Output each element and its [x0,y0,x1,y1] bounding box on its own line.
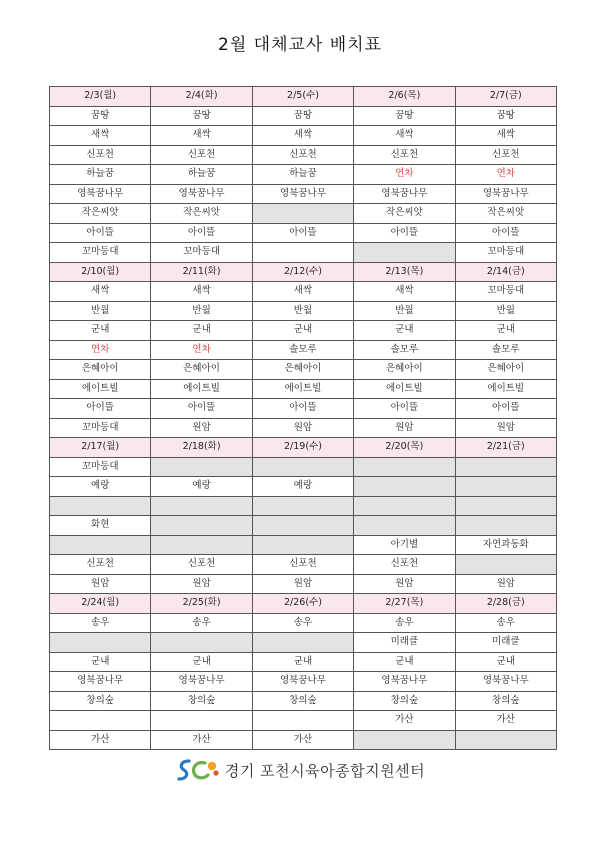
assignment-cell: 아이뜰 [252,399,353,419]
date-header-cell: 2/19(수) [252,438,353,458]
assignment-cell: 아이뜰 [151,399,252,419]
date-header-cell: 2/12(수) [252,262,353,282]
assignment-cell: 연차 [50,340,151,360]
assignment-cell: 군내 [151,652,252,672]
page-title: 2월 대체교사 배치표 [218,35,382,55]
table-row [50,379,557,399]
table-row [50,691,557,711]
assignment-cell: 영북꿈나무 [455,672,556,692]
assignment-cell: 예랑 [50,477,151,497]
assignment-cell: 연차 [151,340,252,360]
assignment-cell: 군내 [151,321,252,341]
assignment-cell: 가산 [354,711,455,731]
table-row [50,184,557,204]
table-row [50,555,557,575]
empty-cell [50,496,151,516]
date-header-cell: 2/21(금) [455,438,556,458]
table-row [50,457,557,477]
empty-cell [455,477,556,497]
empty-cell [252,633,353,653]
assignment-cell: 꿈땅 [455,106,556,126]
assignment-cell: 신포천 [354,555,455,575]
date-header-cell: 2/25(화) [151,594,252,614]
empty-cell [50,535,151,555]
table-row [50,535,557,555]
empty-cell [354,496,455,516]
date-header-cell: 2/3(월) [50,87,151,107]
assignment-cell: 하늘꿈 [151,165,252,185]
table-row [50,399,557,419]
date-header-row [50,262,557,282]
date-header-cell: 2/13(목) [354,262,455,282]
assignment-cell: 송우 [151,613,252,633]
assignment-cell: 창의숲 [151,691,252,711]
assignment-cell: 창의숲 [354,691,455,711]
assignment-cell: 반월 [50,301,151,321]
assignment-cell: 신포천 [151,145,252,165]
org-name: 경기 포천시육아종합지원센터 [224,761,426,780]
assignment-cell: 새싹 [50,126,151,146]
assignment-cell: 꼬마등대 [50,457,151,477]
assignment-cell [151,711,252,731]
date-header-cell: 2/20(목) [354,438,455,458]
table-row [50,613,557,633]
table-row [50,223,557,243]
assignment-cell: 반월 [252,301,353,321]
date-header-cell: 2/11(화) [151,262,252,282]
table-row [50,282,557,302]
assignment-cell: 신포천 [50,555,151,575]
assignment-cell: 영북꿈나무 [252,672,353,692]
assignment-cell: 영북꿈나무 [252,184,353,204]
table-row [50,165,557,185]
assignment-cell: 미래클 [354,633,455,653]
assignment-cell: 영북꿈나무 [50,184,151,204]
assignment-cell: 아이뜰 [50,399,151,419]
date-header-cell: 2/6(목) [354,87,455,107]
assignment-cell: 아기별 [354,535,455,555]
assignment-cell: 아이뜰 [252,223,353,243]
assignment-cell: 송우 [252,613,353,633]
assignment-cell: 연차 [354,165,455,185]
assignment-cell: 신포천 [252,555,353,575]
assignment-cell: 작은씨앗 [151,204,252,224]
date-header-cell: 2/17(월) [50,438,151,458]
date-header-cell: 2/10(월) [50,262,151,282]
assignment-cell: 가산 [151,730,252,750]
table-row [50,477,557,497]
assignment-cell: 영북꿈나무 [50,672,151,692]
assignment-cell: 반월 [354,301,455,321]
table-row [50,145,557,165]
empty-cell [354,457,455,477]
assignment-cell: 솔모루 [354,340,455,360]
assignment-cell: 신포천 [455,145,556,165]
assignment-cell: 가산 [252,730,353,750]
table-row [50,106,557,126]
assignment-cell [252,711,353,731]
assignment-cell [252,243,353,263]
assignment-cell [50,711,151,731]
table-row [50,652,557,672]
empty-cell [455,516,556,536]
assignment-cell: 가산 [455,711,556,731]
table-row [50,301,557,321]
assignment-cell: 새싹 [455,126,556,146]
assignment-cell: 하늘꿈 [252,165,353,185]
assignment-cell: 꼬마등대 [151,243,252,263]
center-logo-icon [175,757,221,783]
empty-cell [50,633,151,653]
empty-cell [151,496,252,516]
assignment-cell: 꼬마등대 [455,282,556,302]
date-header-row [50,87,557,107]
empty-cell [151,457,252,477]
assignment-cell: 새싹 [50,282,151,302]
empty-cell [455,496,556,516]
assignment-cell: 솔모루 [455,340,556,360]
empty-cell [354,730,455,750]
assignment-cell: 원암 [50,574,151,594]
assignment-cell: 예랑 [151,477,252,497]
empty-cell [455,457,556,477]
table-row [50,574,557,594]
assignment-cell: 에이트빌 [252,379,353,399]
assignment-cell: 하늘꿈 [50,165,151,185]
assignment-cell: 영북꿈나무 [151,184,252,204]
assignment-cell: 군내 [252,652,353,672]
assignment-cell: 새싹 [354,126,455,146]
assignment-cell: 원암 [151,574,252,594]
date-header-cell: 2/26(수) [252,594,353,614]
assignment-cell: 꼬마등대 [50,418,151,438]
table-row [50,418,557,438]
assignment-cell: 새싹 [252,282,353,302]
assignment-cell: 군내 [455,652,556,672]
assignment-cell: 신포천 [252,145,353,165]
table-row [50,711,557,731]
assignment-cell: 원암 [354,418,455,438]
assignment-cell: 에이트빌 [151,379,252,399]
assignment-cell: 가산 [50,730,151,750]
assignment-cell: 미래클 [455,633,556,653]
assignment-cell: 은혜아이 [50,360,151,380]
assignment-cell: 꼬마등대 [455,243,556,263]
assignment-cell: 원암 [455,574,556,594]
schedule-body [50,87,557,750]
table-row [50,243,557,263]
assignment-cell: 송우 [50,613,151,633]
assignment-cell: 원암 [455,418,556,438]
assignment-cell: 새싹 [354,282,455,302]
assignment-cell: 아이뜰 [50,223,151,243]
assignment-cell: 신포천 [354,145,455,165]
table-row [50,360,557,380]
assignment-cell: 자연과동화 [455,535,556,555]
table-row [50,126,557,146]
assignment-cell: 에이트빌 [50,379,151,399]
assignment-cell: 연차 [455,165,556,185]
empty-cell [354,516,455,536]
assignment-cell: 꼬마등대 [50,243,151,263]
table-row [50,730,557,750]
date-header-cell: 2/24(월) [50,594,151,614]
assignment-cell: 작은씨앗 [50,204,151,224]
assignment-cell: 창의숲 [252,691,353,711]
schedule-table [49,86,557,750]
empty-cell [354,477,455,497]
assignment-cell: 원암 [151,418,252,438]
date-header-row [50,438,557,458]
assignment-cell: 원암 [252,574,353,594]
assignment-cell: 영북꿈나무 [151,672,252,692]
date-header-row [50,594,557,614]
assignment-cell: 은혜아이 [354,360,455,380]
empty-cell [252,457,353,477]
assignment-cell: 은혜아이 [151,360,252,380]
empty-cell [252,535,353,555]
assignment-cell: 신포천 [151,555,252,575]
assignment-cell: 화현 [50,516,151,536]
table-row [50,321,557,341]
assignment-cell: 송우 [354,613,455,633]
empty-cell [252,496,353,516]
assignment-cell: 군내 [50,652,151,672]
assignment-cell: 꿈땅 [50,106,151,126]
date-header-cell: 2/4(화) [151,87,252,107]
assignment-cell: 영북꿈나무 [455,184,556,204]
assignment-cell: 아이뜰 [354,399,455,419]
assignment-cell: 반월 [151,301,252,321]
assignment-cell: 작은씨앗 [354,204,455,224]
assignment-cell: 아이뜰 [455,399,556,419]
empty-cell [252,204,353,224]
table-row [50,204,557,224]
assignment-cell: 은혜아이 [455,360,556,380]
date-header-cell: 2/27(목) [354,594,455,614]
assignment-cell: 작은씨앗 [455,204,556,224]
empty-cell [354,243,455,263]
assignment-cell: 군내 [455,321,556,341]
assignment-cell: 새싹 [252,126,353,146]
date-header-cell: 2/14(금) [455,262,556,282]
assignment-cell: 꿈땅 [252,106,353,126]
assignment-cell: 창의숲 [50,691,151,711]
assignment-cell: 원암 [252,418,353,438]
assignment-cell: 아이뜰 [151,223,252,243]
assignment-cell: 에이트빌 [455,379,556,399]
date-header-cell: 2/18(화) [151,438,252,458]
assignment-cell: 꿈땅 [354,106,455,126]
date-header-cell: 2/28(금) [455,594,556,614]
assignment-cell: 원암 [354,574,455,594]
assignment-cell: 영북꿈나무 [354,672,455,692]
assignment-cell: 영북꿈나무 [354,184,455,204]
assignment-cell: 새싹 [151,126,252,146]
assignment-cell: 새싹 [151,282,252,302]
assignment-cell: 솔모루 [252,340,353,360]
assignment-cell: 군내 [354,652,455,672]
assignment-cell: 은혜아이 [252,360,353,380]
assignment-cell: 예랑 [252,477,353,497]
table-row [50,672,557,692]
assignment-cell: 아이뜰 [455,223,556,243]
assignment-cell: 송우 [455,613,556,633]
empty-cell [151,535,252,555]
empty-cell [151,516,252,536]
table-row [50,633,557,653]
date-header-cell: 2/7(금) [455,87,556,107]
assignment-cell: 군내 [50,321,151,341]
assignment-cell: 에이트빌 [354,379,455,399]
empty-cell [252,516,353,536]
assignment-cell: 꿈땅 [151,106,252,126]
footer [0,757,600,783]
assignment-cell: 반월 [455,301,556,321]
assignment-cell: 창의숲 [455,691,556,711]
assignment-cell: 군내 [252,321,353,341]
empty-cell [455,555,556,575]
assignment-cell: 신포천 [50,145,151,165]
assignment-cell: 군내 [354,321,455,341]
empty-cell [455,730,556,750]
table-row [50,496,557,516]
table-row [50,340,557,360]
assignment-cell: 아이뜰 [354,223,455,243]
table-row [50,516,557,536]
date-header-cell: 2/5(수) [252,87,353,107]
empty-cell [151,633,252,653]
